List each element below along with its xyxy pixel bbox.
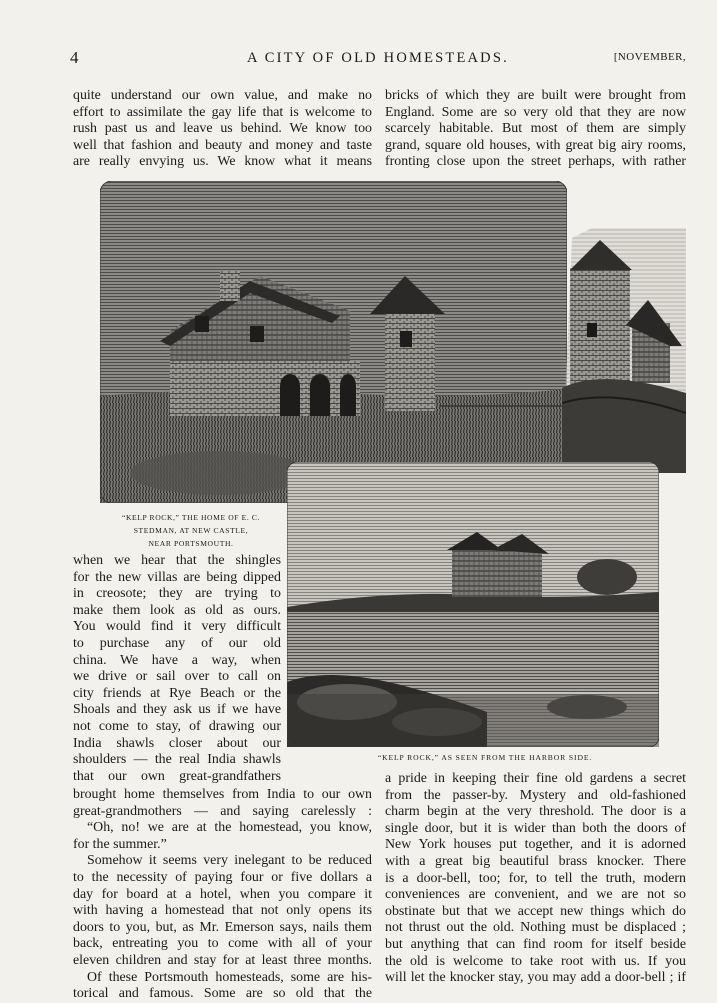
text-line: back, entreating you to come with all of your — [73, 936, 372, 952]
text-line: is a door-bell, too; for, to tell the truth, modern — [385, 870, 686, 886]
text-line: New York houses put together, and it is adorned — [385, 837, 686, 853]
text-line: quite understand our own value, and make no — [73, 88, 372, 103]
top-right-column — [385, 88, 686, 171]
bottom-right-column — [385, 771, 686, 987]
text-line: city friends at Rye Beach or the — [73, 685, 281, 701]
narrow-column — [73, 553, 281, 785]
caption-line: STEDMAN, AT NEW CASTLE, — [133, 526, 249, 535]
text-line: a pride in keeping their fine old gardens a secret — [385, 771, 686, 786]
text-line: for the new villas are being dipped — [73, 569, 281, 585]
kelp-rock-house-engraving — [100, 181, 567, 503]
text-line: scarcely habitable. But most of them are simply — [385, 121, 686, 137]
stone-tower-engraving — [562, 228, 686, 473]
text-line: with a great big beautiful brass knocker. There — [385, 853, 686, 869]
text-line: with having a homestead that not only opens its — [73, 903, 372, 919]
text-line: Of these Portsmouth homesteads, some are his- — [87, 969, 372, 985]
text-line: not come to stay, of drawing our — [73, 718, 281, 734]
text-line: for the summer.” — [73, 836, 167, 852]
caption-line: “KELP ROCK,” THE HOME OF E. C. — [121, 513, 261, 522]
text-line: “Oh, no! we are at the homestead, you know, — [87, 820, 372, 836]
kelp-rock-harbor-engraving — [287, 462, 659, 747]
text-line: make them look as old as ours. — [73, 602, 281, 618]
text-line: single door, but it is wider than both the doors of — [385, 820, 686, 836]
text-line: will let the knocker stay, you may add a door-bell ; if — [385, 970, 686, 986]
page-number: 4 — [70, 48, 79, 67]
text-line: India shawls closer about our — [73, 735, 281, 751]
running-header — [70, 48, 686, 68]
text-line: charm begin at the very threshold. The door is a — [385, 804, 686, 820]
text-line: not thrust out the old. Nothing must be displaced ; — [385, 920, 686, 936]
text-line: bricks of which they are built were brought from — [385, 88, 686, 103]
text-line: conveniences are convenient, and we are not so — [385, 887, 686, 903]
top-left-column — [73, 88, 372, 171]
text-line: great-grandmothers — and saying carelessly : — [73, 803, 372, 819]
text-line: brought home themselves from India to our own — [73, 787, 372, 802]
figure-caption-harbor: “KELP ROCK,” AS SEEN FROM THE HARBOR SIDE. — [377, 753, 593, 762]
issue-month: [NOVEMBER, — [613, 51, 686, 63]
text-line: from the passer-by. Mystery and old-fashioned — [385, 787, 686, 803]
text-line: eleven children and stay for at least three months. — [73, 952, 372, 968]
text-line: fronting close upon the street perhaps, with rather — [385, 154, 686, 170]
text-line: rush past us and leave us behind. We know too — [73, 121, 372, 137]
text-line: but anything that can find room for itself beside — [385, 936, 686, 952]
text-line: the old is welcome to take root with us. If you — [385, 953, 686, 969]
text-line: England. Some are so very old that they are now — [385, 104, 686, 120]
text-line: Somehow it seems very inelegant to be reduced — [87, 853, 372, 869]
text-line: doors to you, but, as Mr. Emerson says, nails them — [73, 919, 372, 935]
text-line: china. We have a way, when — [73, 652, 281, 668]
text-line: in creosote; they are trying to — [73, 586, 281, 602]
text-line: shoulders — the real India shawls — [73, 752, 281, 768]
text-line: well that fashion and beauty and money and taste — [73, 137, 372, 153]
text-line: are really envying us. We know what it means — [73, 154, 372, 170]
figure-caption — [98, 511, 284, 550]
text-line: when we hear that the shingles — [73, 553, 281, 568]
text-line: to purchase any of our old — [73, 635, 281, 651]
text-line: You would find it very difficult — [73, 619, 281, 635]
text-line: grand, square old houses, with great big airy rooms, — [385, 137, 686, 153]
bottom-left-column — [73, 787, 372, 1003]
text-line: day for board at a hotel, when you compare it — [73, 886, 372, 902]
text-line: Shoals and they ask us if we have — [73, 702, 281, 718]
text-line: effort to assimilate the gay life that is welcome to — [73, 104, 372, 120]
text-line: obstinate but that we accept new things which do — [385, 903, 686, 919]
caption-line: NEAR PORTSMOUTH. — [148, 539, 234, 548]
running-title: A CITY OF OLD HOMESTEADS. — [247, 50, 509, 66]
text-line: we drive or sail over to call on — [73, 669, 281, 685]
text-line: that our own great-grandfathers — [73, 768, 281, 784]
text-line: to the necessity of paying four or five dollars a — [73, 869, 372, 885]
text-line: torical and famous. Some are so old that the — [73, 986, 372, 1002]
